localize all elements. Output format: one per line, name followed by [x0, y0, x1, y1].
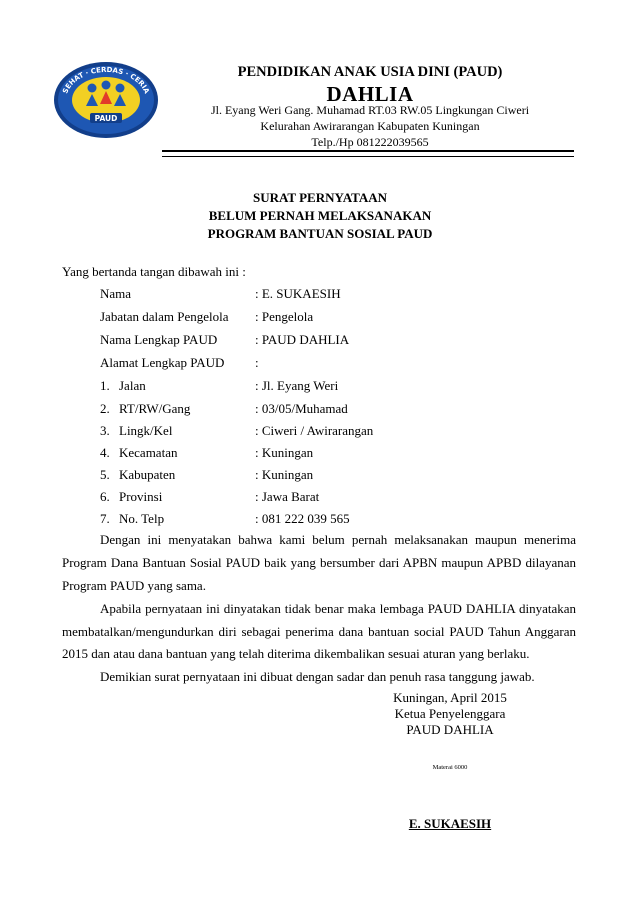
address-item-label: Provinsi	[119, 489, 163, 504]
signature-org: PAUD DAHLIA	[406, 722, 494, 737]
address-item-value: : Jawa Barat	[255, 489, 320, 504]
address-item-number: 4.	[100, 445, 110, 460]
field-label-paud-name: Nama Lengkap PAUD	[100, 332, 218, 347]
header-rule-thick	[162, 150, 574, 152]
title-line-1: SURAT PERNYATAAN	[253, 190, 387, 205]
address-line-2: Kelurahan Awirarangan Kabupaten Kuningan	[260, 119, 480, 133]
address-item-value: : 03/05/Muhamad	[255, 401, 348, 416]
address-item-number: 1.	[100, 378, 110, 393]
org-name-heading: DAHLIA	[326, 82, 414, 106]
statement-paragraph-line: Program PAUD yang sama.	[62, 578, 206, 593]
statement-paragraph-line: Program Dana Bantuan Sosial PAUD baik yang bersumber dari APBN maupun APBD dilayanan	[62, 555, 576, 570]
address-item-number: 6.	[100, 489, 110, 504]
title-line-2: BELUM PERNAH MELAKSANAKAN	[208, 208, 432, 223]
closing-paragraph-line: Demikian surat pernyataan ini dibuat dengan sadar dan penuh rasa tanggung jawab.	[100, 669, 535, 684]
address-item-number: 7.	[100, 511, 110, 526]
field-value-paud-address: :	[255, 355, 259, 370]
signature-place-date: Kuningan, April 2015	[393, 690, 507, 705]
address-item-value: : Ciweri / Awirarangan	[255, 423, 374, 438]
field-value-name: : E. SUKAESIH	[255, 286, 341, 301]
field-label-position: Jabatan dalam Pengelola	[100, 309, 229, 324]
address-item-number: 2.	[100, 401, 110, 416]
field-label-name: Nama	[100, 286, 132, 301]
address-item-value: : Jl. Eyang Weri	[255, 378, 339, 393]
address-item-label: Lingk/Kel	[119, 423, 173, 438]
declaration-paragraph-line: 2015 dan atau dana bantuan yang telah diterima dikembalikan sesuai aturan yang berlaku.	[62, 646, 530, 661]
address-item-value: : Kuningan	[255, 445, 314, 460]
svg-text:SEHAT · CERDAS · CERIA: SEHAT · CERDAS · CERIA	[61, 65, 151, 95]
title-line-3: PROGRAM BANTUAN SOSIAL PAUD	[207, 226, 433, 241]
signature-role: Ketua Penyelenggara	[394, 706, 506, 721]
signatory-name: E. SUKAESIH	[408, 816, 492, 831]
address-item-value: : Kuningan	[255, 467, 314, 482]
address-item-label: Kabupaten	[119, 467, 176, 482]
address-item-value: : 081 222 039 565	[255, 511, 350, 526]
field-value-position: : Pengelola	[255, 309, 314, 324]
address-item-label: Jalan	[119, 378, 146, 393]
address-item-label: No. Telp	[119, 511, 165, 526]
field-label-paud-address: Alamat Lengkap PAUD	[100, 355, 225, 370]
header-rule-thin	[162, 156, 574, 157]
address-line-1: Jl. Eyang Weri Gang. Muhamad RT.03 RW.05 Lingkungan Ciweri	[210, 103, 530, 117]
svg-text:PAUD: PAUD	[94, 114, 118, 123]
materai-stamp-note: Materai 6000	[432, 764, 468, 771]
phone-line: Telp./Hp 081222039565	[311, 135, 429, 149]
field-value-paud-name: : PAUD DAHLIA	[255, 332, 350, 347]
intro-text: Yang bertanda tangan dibawah ini :	[62, 264, 246, 279]
declaration-paragraph-line: membatalkan/mengundurkan diri sebagai penerima dana bantuan social PAUD Tahun Anggaran	[62, 624, 576, 639]
statement-paragraph-line: Dengan ini menyatakan bahwa kami belum pernah melaksanakan maupun menerima	[100, 532, 576, 547]
declaration-paragraph-line: Apabila pernyataan ini dinyatakan tidak benar maka lembaga PAUD DAHLIA dinyatakan	[100, 601, 576, 616]
address-item-number: 3.	[100, 423, 110, 438]
address-item-label: RT/RW/Gang	[119, 401, 191, 416]
address-item-number: 5.	[100, 467, 110, 482]
org-type-heading: PENDIDIKAN ANAK USIA DINI (PAUD)	[237, 64, 503, 80]
paud-logo	[52, 60, 160, 140]
address-item-label: Kecamatan	[119, 445, 178, 460]
